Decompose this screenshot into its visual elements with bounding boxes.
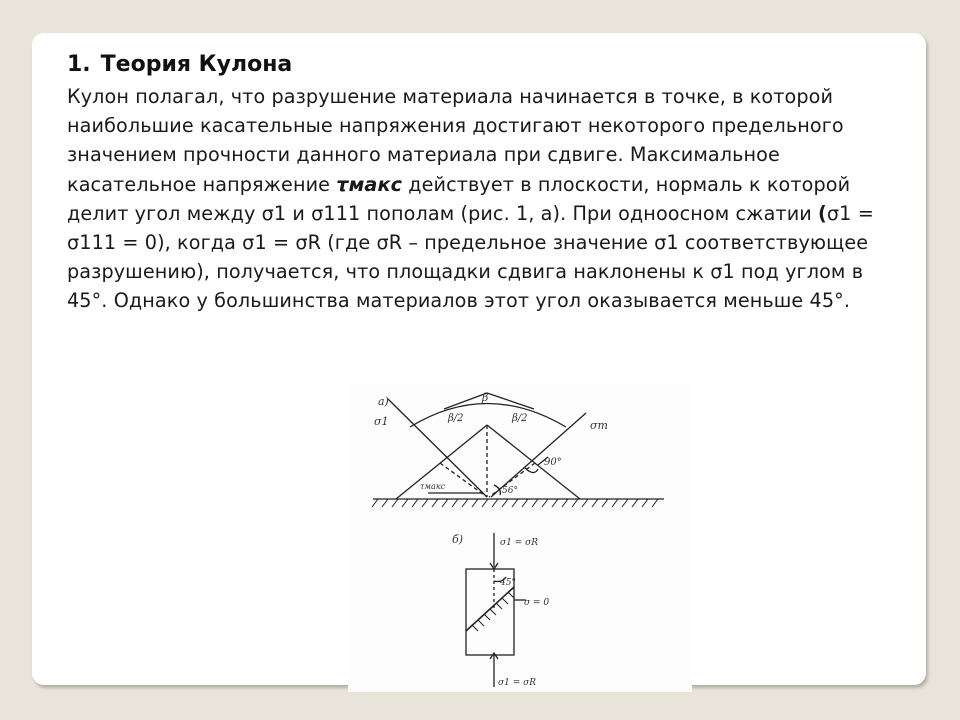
side-stress-label: σ = 0	[524, 598, 550, 608]
bold-paren: (	[818, 201, 827, 225]
angle-90-arc	[524, 467, 538, 473]
beta-half-left-arrow	[444, 393, 487, 409]
beta-arc	[410, 404, 566, 428]
paragraph-part1: Кулон полагал, что разрушение материала начинается в точке, в которой наибольшие касательные напряжения достигают некоторого предельного значением прочности данного материала при сдвиге. Максимальное касательное напряжение	[67, 85, 844, 196]
shear-plane-hatching	[472, 592, 514, 631]
sigma-m-label: σm	[590, 419, 608, 432]
beta-half-left-label: β/2	[448, 413, 464, 424]
sigma1-label: σ1	[374, 415, 389, 428]
paragraph-part2: действует в плоскости, нормаль к которой делит угол между σ1 и σ111 пополам (рис. 1, а). При одноосном сжатии	[67, 172, 851, 225]
beta-half-right-label: β/2	[512, 413, 528, 424]
angle-45-label: 45°	[500, 578, 516, 588]
title-number: 1.	[67, 52, 91, 77]
angle-56-label: 56°	[502, 486, 518, 496]
page-title	[67, 52, 292, 77]
ground-hatching	[372, 499, 658, 507]
left-normal-dashed	[440, 463, 487, 497]
tau-max-label: τмакс	[420, 482, 446, 491]
tau-max-term: τмакс	[336, 172, 403, 196]
body-paragraph	[67, 82, 907, 316]
bottom-load-label: σ1 = σR	[498, 678, 537, 688]
panel-a-label: а)	[378, 395, 389, 408]
paragraph-part3: σ1 = σ111 = 0), когда σ1 = σR (где σR – предельное значение σ1 соответствующее разрушению), получается, что площадки сдвига наклонены к σ1 под углом в 45°. Однако у большинства материалов этот угол оказывается меньше 45°.	[67, 201, 874, 313]
title-text: Теория Кулона	[100, 52, 293, 77]
panel-b-label: б)	[452, 533, 464, 546]
beta-half-right-arrow	[487, 393, 534, 409]
top-load-label: σ1 = σR	[500, 538, 539, 548]
coulomb-figure	[348, 385, 692, 692]
coulomb-diagram	[348, 385, 692, 692]
beta-label: β	[482, 391, 489, 404]
angle-90-label: 90°	[544, 457, 562, 468]
